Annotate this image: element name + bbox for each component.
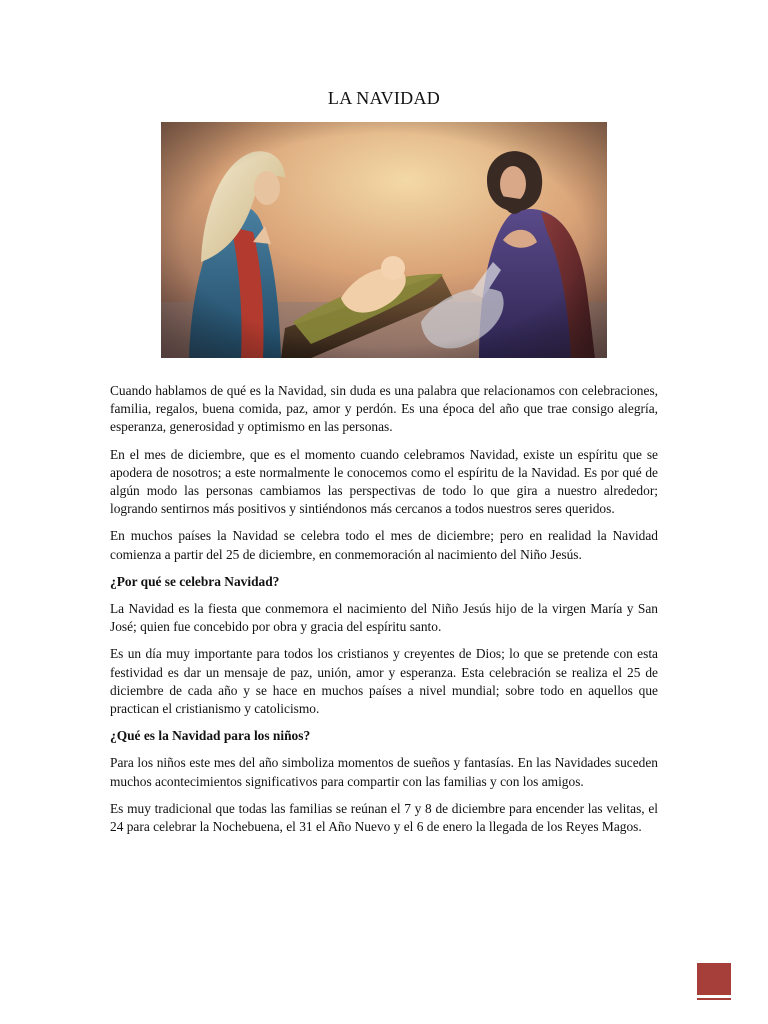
paragraph: Es muy tradicional que todas las familias se reúnan el 7 y 8 de diciembre para encender las velitas, el 24 para celebrar la Nochebuena, el 31 el Año Nuevo y el 6 de enero la llegada de los Reyes Magos. [110, 800, 658, 835]
paragraph: Es un día muy importante para todos los cristianos y creyentes de Dios; lo que se pretende con esta festividad es dar un mensaje de paz, unión, amor y esperanza. Esta celebración se realiza el 25 de diciembre de cada año y se hace en muchos países a nivel mundial; sobre todo en aquellos que practican el cristianismo y catolicismo. [110, 646, 658, 717]
paragraph: La Navidad es la fiesta que conmemora el nacimiento del Niño Jesús hijo de la virgen María y San José; quien fue concebido por obra y gracia del espíritu santo. [110, 601, 658, 635]
red-square-icon [697, 963, 731, 995]
paragraph: En muchos países la Navidad se celebra todo el mes de diciembre; pero en realidad la Navidad comienza a partir del 25 de diciembre, en conmemoración al nacimiento del Niño Jesús. [110, 528, 658, 562]
nativity-image [161, 122, 607, 358]
paragraph: Cuando hablamos de qué es la Navidad, sin duda es una palabra que relacionamos con celebraciones, familia, regalos, buena comida, paz, amor y perdón. Es una época del año que trae consigo alegría, esperanza, generosidad y optimismo en las personas. [110, 383, 658, 435]
page-title: LA NAVIDAD [327, 88, 441, 108]
article-body [110, 382, 658, 845]
paragraph: Para los niños este mes del año simboliza momentos de sueños y fantasías. En las Navidades suceden muchos acontecimientos significativos para compartir con las familias y con los amigos. [110, 755, 658, 789]
section-heading: ¿Qué es la Navidad para los niños? [110, 728, 311, 744]
corner-underline [697, 998, 731, 1000]
paragraph: En el mes de diciembre, que es el momento cuando celebramos Navidad, existe un espíritu que se apodera de nosotros; a este normalmente le conocemos como el espíritu de la Navidad. Es por qué de algún modo las personas cambiamos las perspectivas de todo lo que gira a nuestro alrededor; logrando sentirnos más positivos y sintiéndonos más cercanos a todos nuestros seres queridos. [110, 446, 658, 517]
section-heading: ¿Por qué se celebra Navidad? [110, 573, 280, 589]
